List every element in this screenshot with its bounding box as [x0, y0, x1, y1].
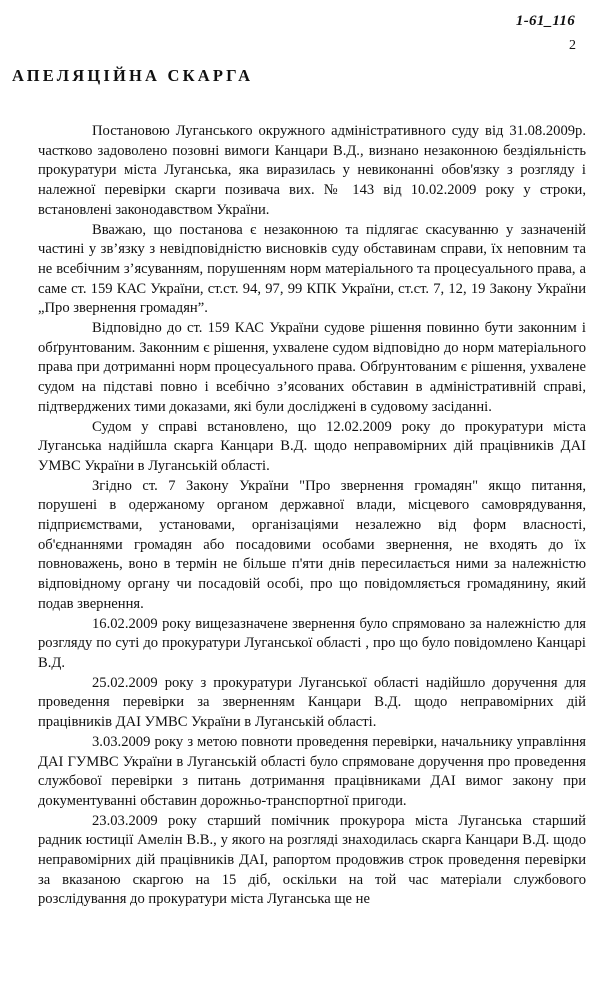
paragraph: Постановою Луганського окружного адміністративного суду від 31.08.2009р. частково задоволено позовні вимоги Канцари В.Д., визнано незаконною бездіяльність прокуратури міста Луганська, яка виразилась у невиконанні обов'язку з розгляду і належної перевірки скарги позивача вих. № 143 від 10.02.2009 року у строки, встановлені законодавством України. — [38, 123, 586, 218]
paragraph: 25.02.2009 року з прокуратури Луганської області надійшло доручення для проведення перевірки за зверненням Канцари В.Д. щодо неправомірних дій працівників ДАІ УМВС України в Луганській області. — [38, 674, 586, 731]
paragraph: Вважаю, що постанова є незаконною та підлягає скасуванню у зазначеній частині у зв’язку з невідповідністю висновків суду обставинам справи, їх неповним та не всебічним з’ясуванням, порушенням норм матеріального та процесуального права, а саме ст. 159 КАС України, ст.ст. 94, 97, 99 КПК України, ст.ст. 7, 12, 19 Закону України „Про звернення громадян”. — [38, 221, 586, 317]
case-reference: 1-61_116 — [515, 13, 575, 29]
document-body — [38, 122, 586, 910]
paragraph: 23.03.2009 року старший помічник прокурора міста Луганська старший радник юстиції Амелін В.В., у якого на розгляді знаходилась скарга Канцари В.Д. щодо неправомірних дій працівників ДАІ, рапортом продовжив строк проведення перевірки за вказаною скаргою на 15 діб, оскільки на той час матеріали службового розслідування до прокуратури міста Луганська ще не — [38, 812, 586, 908]
paragraph: 16.02.2009 року вищезазначене звернення було спрямовано за належністю для розгляду по суті до прокуратури Луганської області , про що було повідомлено Канцарі В.Д. — [38, 615, 586, 671]
paragraph: Судом у справі встановлено, що 12.02.2009 року до прокуратури міста Луганська надійшла скарга Канцари В.Д. щодо неправомірних дій працівників ДАІ УМВС України в Луганській області. — [38, 418, 586, 474]
paragraph: Згідно ст. 7 Закону України "Про звернення громадян" якщо питання, порушені в одержаному органом державної влади, місцевого самоврядування, підприємствами, установами, організаціями незалежно від форм власності, об'єднаннями громадян або посадовими особами звернення, не входять до їх повноважень, воно в термін не більше п'яти днів пересилається ними за належністю відповідному органу чи посадовій особі, про що повідомляється громадянину, який подав звернення. — [38, 477, 586, 612]
document-title: АПЕЛЯЦІЙНА СКАРГА — [12, 66, 254, 85]
page-number: 2 — [569, 38, 576, 53]
paragraph: Відповідно до ст. 159 КАС України судове рішення повинно бути законним і обґрунтованим. Законним є рішення, ухвалене судом відповідно до норм матеріального права при дотриманні норм процесуального права. Обґрунтованим є рішення, ухвалене судом на підставі повно і всебічно з’ясованих обставин в адміністративній справі, підтверджених тими доказами, які були досліджені в судовому засіданні. — [38, 320, 586, 415]
paragraph: 3.03.2009 року з метою повноти проведення перевірки, начальнику управління ДАІ ГУМВС України в Луганській області було спрямоване доручення про проведення службової перевірки з питань дотримання працівниками ДАІ вимог закону при документуванні обставин дорожньо-транспортної пригоди. — [38, 733, 586, 809]
